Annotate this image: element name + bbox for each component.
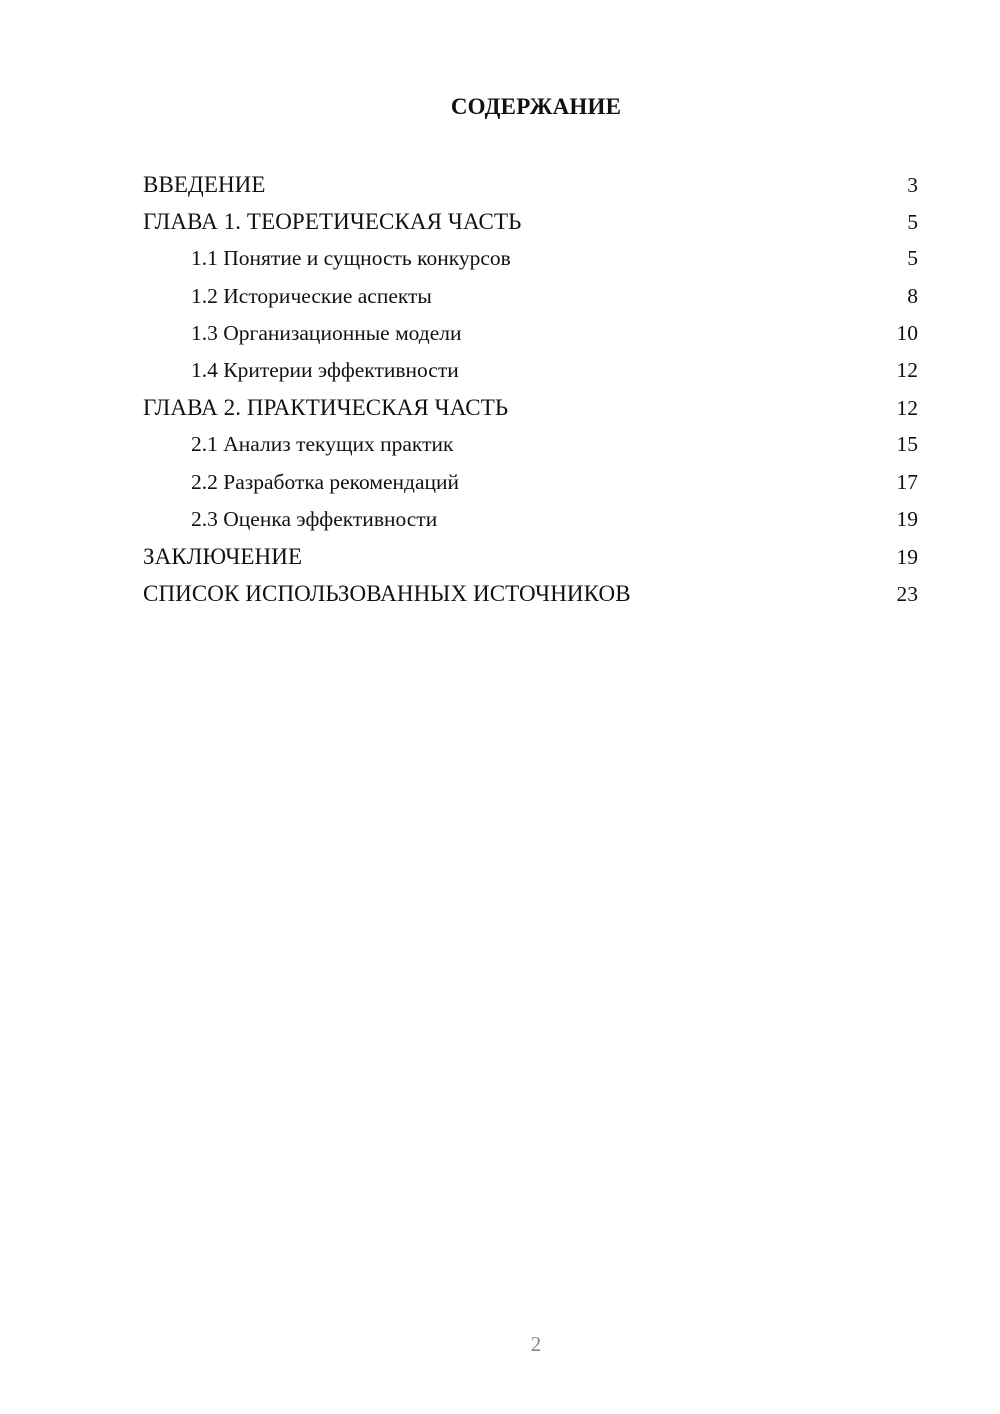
toc-entry-label: 1.4 Критерии эффективности bbox=[191, 357, 459, 382]
toc-entry-section-1-2 bbox=[143, 278, 918, 315]
toc-entry-page: 5 bbox=[907, 210, 918, 235]
toc-entry-page: 19 bbox=[896, 506, 918, 531]
toc-entry-section-2-3 bbox=[143, 501, 918, 538]
page-number: 2 bbox=[530, 1332, 542, 1356]
toc-entry-page: 12 bbox=[896, 357, 918, 382]
toc-entry-label: 1.2 Исторические аспекты bbox=[191, 283, 432, 308]
toc-entry-page: 17 bbox=[896, 469, 918, 494]
toc-entry-page: 8 bbox=[907, 283, 918, 308]
toc-entry-label: 1.1 Понятие и сущность конкурсов bbox=[191, 246, 511, 271]
toc-entry-label: 2.3 Оценка эффективности bbox=[191, 506, 438, 531]
toc-entry-page: 5 bbox=[907, 246, 918, 271]
toc-entry-page: 19 bbox=[896, 544, 918, 569]
page-title: СОДЕРЖАНИЕ bbox=[450, 94, 622, 119]
toc-entry-conclusion bbox=[143, 538, 918, 575]
toc-entry-label: ВВЕДЕНИЕ bbox=[143, 172, 266, 197]
toc-entry-label: ГЛАВА 2. ПРАКТИЧЕСКАЯ ЧАСТЬ bbox=[143, 395, 509, 421]
toc-entry-chapter-1 bbox=[143, 203, 918, 240]
toc-entry-label: 1.3 Организационные модели bbox=[191, 320, 462, 345]
toc-entry-introduction bbox=[143, 166, 918, 203]
toc-entry-page: 3 bbox=[907, 173, 918, 197]
toc-entry-page: 15 bbox=[896, 432, 918, 457]
toc-entry-page: 10 bbox=[896, 320, 918, 345]
toc-entry-section-1-3 bbox=[143, 315, 918, 352]
toc-entry-section-2-1 bbox=[143, 426, 918, 463]
toc-entry-label: ЗАКЛЮЧЕНИЕ bbox=[143, 543, 303, 569]
toc-entry-page: 12 bbox=[896, 396, 918, 421]
toc-entry-section-1-4 bbox=[143, 352, 918, 389]
toc-entry-section-2-2 bbox=[143, 464, 918, 501]
toc-entry-section-1-1 bbox=[143, 240, 918, 277]
toc-entry-chapter-2 bbox=[143, 389, 918, 426]
toc-entry-label: СПИСОК ИСПОЛЬЗОВАННЫХ ИСТОЧНИКОВ bbox=[143, 581, 631, 607]
toc-entry-references bbox=[143, 575, 918, 612]
toc-entry-label: 2.2 Разработка рекомендаций bbox=[191, 469, 460, 494]
toc-entry-label: 2.1 Анализ текущих практик bbox=[191, 432, 454, 457]
table-of-contents bbox=[143, 166, 918, 612]
toc-entry-page: 23 bbox=[896, 582, 918, 607]
toc-entry-label: ГЛАВА 1. ТЕОРЕТИЧЕСКАЯ ЧАСТЬ bbox=[143, 209, 522, 235]
